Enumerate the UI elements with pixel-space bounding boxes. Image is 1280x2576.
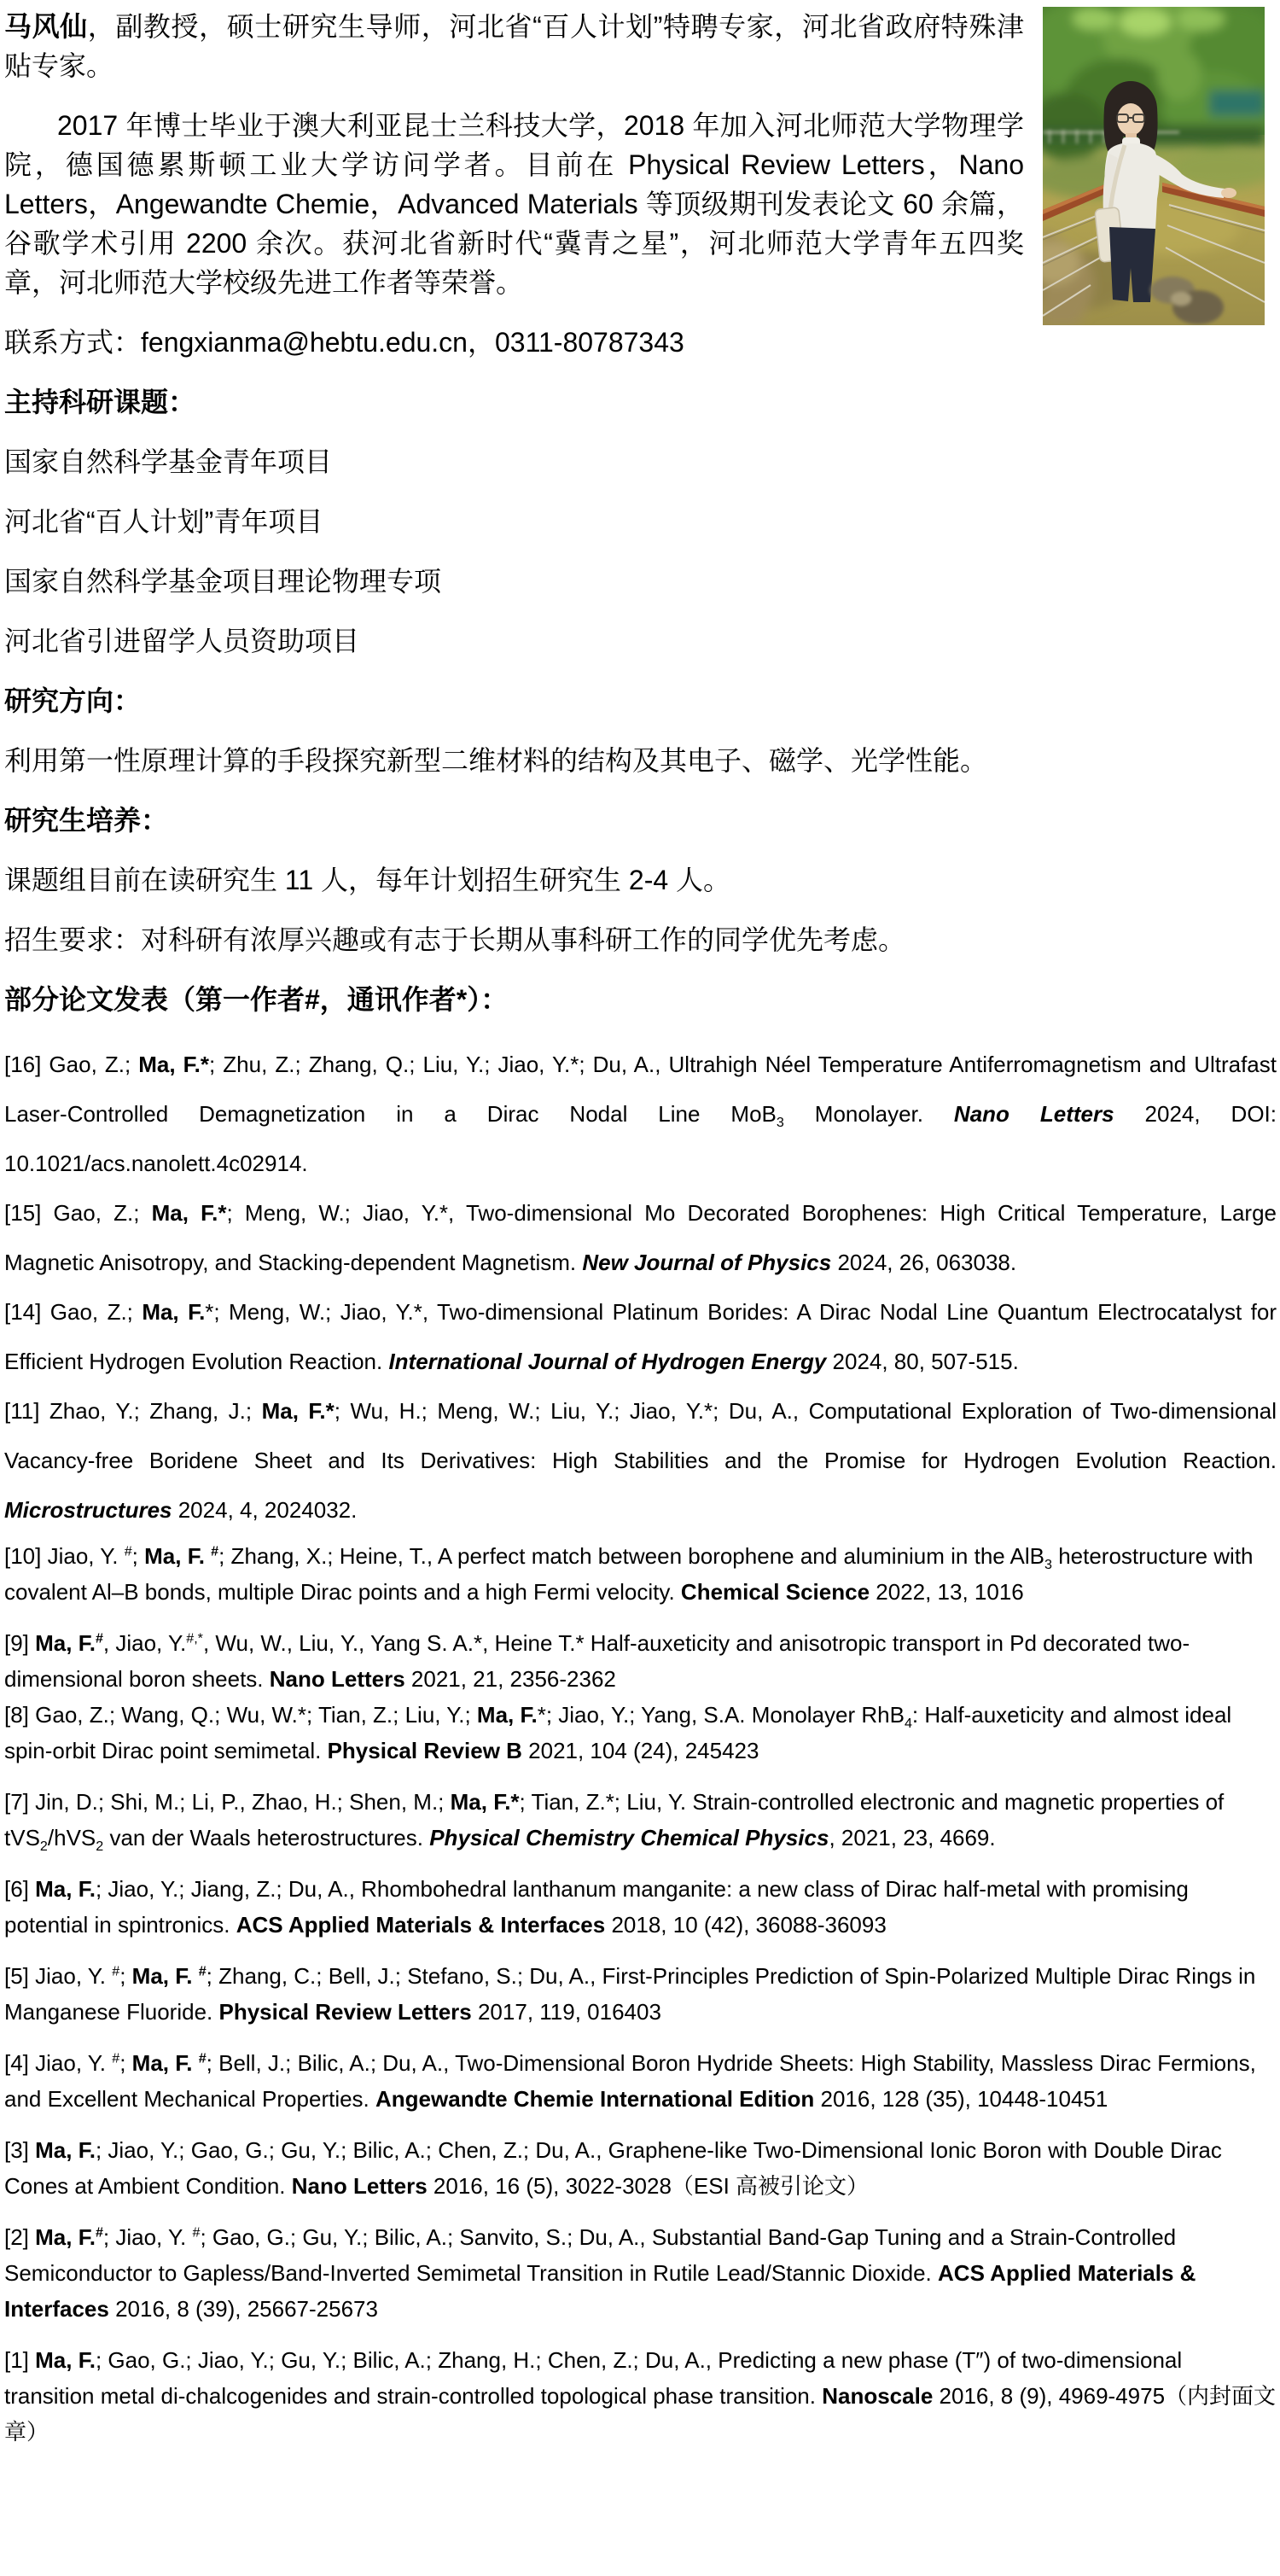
text-segment: Ma, F.: [144, 1543, 212, 1569]
text-segment: Ma, F.*: [450, 1789, 520, 1815]
text-segment: ; Bell, J.; Bilic, A.; Du, A., Two-Dimensional Boron Hydride Sheets: High Stability, Massless Dirac Fermions, and Excellent Mechanical Properties.: [4, 2050, 1256, 2112]
text-segment: 2024, 4, 2024032.: [172, 1497, 358, 1523]
text-segment: 3: [1044, 1557, 1052, 1573]
projects-list: [4, 442, 1277, 661]
text-segment: /hVS: [47, 1825, 96, 1850]
text-segment: [16] Gao, Z.;: [4, 1052, 139, 1077]
publication-item: [4, 2045, 1277, 2117]
text-segment: #: [95, 2224, 103, 2241]
publication-item: [4, 1784, 1277, 1856]
text-segment: , Jiao, Y.: [102, 1630, 187, 1656]
text-segment: [15] Gao, Z.;: [4, 1200, 152, 1226]
project-item: 国家自然科学基金青年项目: [4, 446, 333, 477]
text-segment: , 2021, 23, 4669.: [829, 1825, 996, 1850]
text-segment: #: [95, 1630, 103, 1646]
text-segment: Ma, F.*: [151, 1200, 227, 1226]
publication-item: [4, 1188, 1277, 1287]
text-segment: [11] Zhao, Y.; Zhang, J.;: [4, 1398, 262, 1424]
text-segment: van der Waals heterostructures.: [103, 1825, 430, 1850]
text-segment: ; Zhang, C.; Bell, J.; Stefano, S.; Du, A., First-Principles Prediction of Spin-Polarized Multiple Dirac Rings in Manganese Fluoride.: [4, 1963, 1256, 2025]
text-segment: International Journal of Hydrogen Energy: [388, 1349, 827, 1374]
text-segment: ;: [119, 2050, 132, 2076]
text-segment: 2016, 8 (9), 4969-4975（内封面文章）: [4, 2383, 1277, 2445]
research-direction-body: 利用第一性原理计算的手段探究新型二维材料的结构及其电子、磁学、光学性能。: [4, 745, 988, 776]
text-segment: Ma, F.*: [261, 1398, 335, 1424]
text-segment: Ma, F.: [35, 2347, 96, 2373]
text-segment: Ma, F.: [131, 2050, 199, 2076]
text-segment: ; Wu, H.; Meng, W.; Liu, Y.; Jiao, Y.*; Du, A., Computational Exploration of Two-dimensional Vacancy-free Boridene Sheet and Its Derivatives: High Stabilities and the Promise for Hydrogen Evolution Reaction.: [4, 1398, 1277, 1473]
text-segment: Nanoscale: [822, 2383, 934, 2409]
text-segment: Ma, F.: [35, 1876, 96, 1902]
text-segment: [1]: [4, 2347, 36, 2373]
text-segment: [3]: [4, 2137, 36, 2163]
text-segment: Ma, F.: [35, 2137, 96, 2163]
text-segment: [14] Gao, Z.;: [4, 1299, 143, 1325]
profile-photo: [1043, 7, 1265, 325]
text-segment: #: [112, 1963, 120, 1979]
research-direction-heading: 研究方向：: [4, 685, 142, 716]
graduate-training-list: [4, 860, 1277, 959]
publication-item: [4, 2342, 1277, 2450]
text-segment: #: [124, 1543, 132, 1559]
text-segment: ; Tian, Z.*; Liu, Y. Strain-controlled electronic and magnetic properties of tVS: [4, 1789, 1225, 1850]
text-segment: [10] Jiao, Y.: [4, 1543, 125, 1569]
publication-item: [4, 1697, 1277, 1769]
text-segment: ; Jiao, Y.: [102, 2224, 193, 2250]
text-segment: 2: [96, 1839, 104, 1855]
publication-item: [4, 2132, 1277, 2204]
text-segment: *; Meng, W.; Jiao, Y.*, Two-dimensional Platinum Borides: A Dirac Nodal Line Quantum Electrocatalyst for Efficient Hydrogen Evolution Reaction.: [4, 1299, 1277, 1374]
text-segment: ; Gao, G.; Gu, Y.; Bilic, A.; Sanvito, S.; Du, A., Substantial Band-Gap Tuning and a Strain-Controlled Semiconductor to Gapless/Band-Inverted Semimetal Transition in Rutile Lead/Stannic Dioxide.: [4, 2224, 1177, 2286]
text-segment: [6]: [4, 1876, 36, 1902]
text-segment: Physical Review B: [327, 1738, 522, 1763]
text-segment: Nano Letters: [269, 1666, 405, 1692]
text-segment: [4] Jiao, Y.: [4, 2050, 113, 2076]
text-segment: 2018, 10 (42), 36088-36093: [605, 1912, 887, 1938]
profile-bio: 2017 年博士毕业于澳大利亚昆士兰科技大学，2018 年加入河北师范大学物理学院，德国德累斯顿工业大学访问学者。目前在 Physical Review Letters，Nano Letters，Angewandte Chemie，Advanced Materials 等顶级期刊发表论文 60 余篇，谷歌学术引用 2200 余次。获河北省新时代“冀青之星”，河北师范大学青年五四奖章，河北师范大学校级先进工作者等荣誉。: [4, 110, 1024, 298]
profile-photo-image: [1043, 7, 1265, 325]
publications-heading: 部分论文发表（第一作者#，通讯作者*）：: [4, 984, 509, 1015]
text-segment: ; Jiao, Y.; Jiang, Z.; Du, A., Rhombohedral lanthanum manganite: a new class of Dirac half-metal with promising potential in spintronics.: [4, 1876, 1189, 1938]
text-segment: 2021, 21, 2356-2362: [404, 1666, 616, 1692]
text-segment: Ma, F.: [142, 1299, 206, 1325]
publication-item: [4, 1040, 1277, 1188]
text-segment: [7] Jin, D.; Shi, M.; Li, P., Zhao, H.; Shen, M.;: [4, 1789, 451, 1815]
text-segment: ;: [131, 1543, 145, 1569]
text-segment: 2022, 13, 1016: [870, 1579, 1024, 1605]
publication-item: [4, 2219, 1277, 2327]
graduate-training-heading: 研究生培养：: [4, 805, 169, 836]
text-segment: 4: [904, 1716, 912, 1732]
text-segment: , Wu, W., Liu, Y., Yang S. A.*, Heine T.* Half-auxeticity and anisotropic transport in Pd decorated two-dimensional boron sheets.: [4, 1630, 1190, 1692]
text-segment: 2024, 26, 063038.: [831, 1250, 1017, 1275]
text-segment: #: [192, 2224, 201, 2241]
text-segment: ，副教授，硕士研究生导师，河北省“百人计划”特聘专家，河北省政府特殊津贴专家。: [4, 11, 1024, 81]
text-segment: Chemical Science: [680, 1579, 870, 1605]
text-segment: Ma, F.: [35, 2224, 96, 2250]
graduate-training-line: 招生要求：对科研有浓厚兴趣或有志于长期从事科研工作的同学优先考虑。: [4, 924, 906, 955]
text-segment: #: [198, 2050, 207, 2066]
publications-list: [4, 1040, 1277, 2450]
text-segment: Ma, F.: [476, 1702, 538, 1728]
text-segment: Nano Letters: [953, 1101, 1114, 1127]
text-segment: [8] Gao, Z.; Wang, Q.; Wu, W.*; Tian, Z.; Liu, Y.;: [4, 1702, 477, 1728]
text-segment: ; Zhang, X.; Heine, T., A perfect match between borophene and aluminium in the AlB: [218, 1543, 1044, 1569]
text-segment: 2016, 16 (5), 3022-3028（ESI 高被引论文）: [427, 2173, 870, 2199]
text-segment: #,*: [186, 1630, 203, 1646]
text-segment: New Journal of Physics: [582, 1250, 832, 1275]
contact-line: 联系方式：fengxianma@hebtu.edu.cn，0311-80787343: [4, 327, 684, 358]
text-segment: Ma, F.: [35, 1630, 96, 1656]
project-item: 河北省引进留学人员资助项目: [4, 626, 360, 656]
text-segment: ACS Applied Materials & Interfaces: [236, 1912, 606, 1938]
text-segment: ; Gao, G.; Jiao, Y.; Gu, Y.; Bilic, A.; Zhang, H.; Chen, Z.; Du, A., Predicting a new phase (T″) of two-dimensional transition metal di-chalcogenides and strain-controlled topological phase transition.: [4, 2347, 1183, 2409]
text-segment: [9]: [4, 1630, 36, 1656]
text-segment: 2017, 119, 016403: [471, 1999, 661, 2025]
graduate-training-line: 课题组目前在读研究生 11 人，每年计划招生研究生 2-4 人。: [4, 865, 731, 895]
publication-item: [4, 1625, 1277, 1697]
project-item: 国家自然科学基金项目理论物理专项: [4, 566, 442, 597]
publication-item: [4, 1538, 1277, 1610]
text-segment: Ma, F.: [131, 1963, 199, 1989]
text-segment: : Half-auxeticity and almost ideal spin-orbit Dirac point semimetal.: [4, 1702, 1232, 1763]
text-segment: Microstructures: [4, 1497, 172, 1523]
text-segment: ACS Applied Materials & Interfaces: [4, 2260, 1196, 2322]
publication-item: [4, 1958, 1277, 2030]
text-segment: Physical Review Letters: [218, 1999, 472, 2025]
text-segment: [2]: [4, 2224, 36, 2250]
publication-item: [4, 1287, 1277, 1386]
text-segment: heterostructure with covalent Al–B bonds, multiple Dirac points and a high Fermi velocity.: [4, 1543, 1254, 1605]
text-segment: 2021, 104 (24), 245423: [521, 1738, 759, 1763]
text-segment: ; Meng, W.; Jiao, Y.*, Two-dimensional Mo Decorated Borophenes: High Critical Temperature, Large Magnetic Anisotropy, and Stacking-dependent Magnetism.: [4, 1200, 1277, 1275]
text-segment: ; Jiao, Y.; Gao, G.; Gu, Y.; Bilic, A.; Chen, Z.; Du, A., Graphene-like Two-Dimensional Ionic Boron with Double Dirac Cones at Ambient Condition.: [4, 2137, 1222, 2199]
text-segment: Angewandte Chemie International Edition: [375, 2086, 815, 2112]
text-segment: Ma, F.*: [138, 1052, 209, 1077]
text-segment: 2016, 8 (39), 25667-25673: [108, 2296, 378, 2322]
text-segment: *; Jiao, Y.; Yang, S.A. Monolayer RhB: [537, 1702, 905, 1728]
project-item: 河北省“百人计划”青年项目: [4, 506, 323, 537]
text-segment: 2: [39, 1839, 48, 1855]
text-segment: Monolayer.: [783, 1101, 954, 1127]
text-segment: 3: [776, 1115, 784, 1131]
publication-item: [4, 1871, 1277, 1943]
text-segment: [5] Jiao, Y.: [4, 1963, 113, 1989]
text-segment: 2024, DOI: 10.1021/acs.nanolett.4c02914.: [4, 1101, 1277, 1176]
text-segment: #: [198, 1963, 207, 1979]
text-segment: Physical Chemistry Chemical Physics: [429, 1825, 829, 1850]
text-segment: 马风仙: [4, 11, 88, 42]
text-segment: #: [112, 2050, 120, 2066]
text-segment: ;: [119, 1963, 132, 1989]
text-segment: #: [211, 1543, 219, 1559]
text-segment: 2024, 80, 507-515.: [826, 1349, 1019, 1374]
text-segment: 2016, 128 (35), 10448-10451: [814, 2086, 1108, 2112]
publication-item: [4, 1386, 1277, 1535]
text-segment: ; Zhu, Z.; Zhang, Q.; Liu, Y.; Jiao, Y.*; Du, A., Ultrahigh Néel Temperature Antiferromagnetism and Ultrafast Laser-Controlled Demagnetization in a Dirac Nodal Line MoB: [4, 1052, 1277, 1127]
text-segment: Nano Letters: [291, 2173, 428, 2199]
projects-heading: 主持科研课题：: [4, 387, 196, 417]
